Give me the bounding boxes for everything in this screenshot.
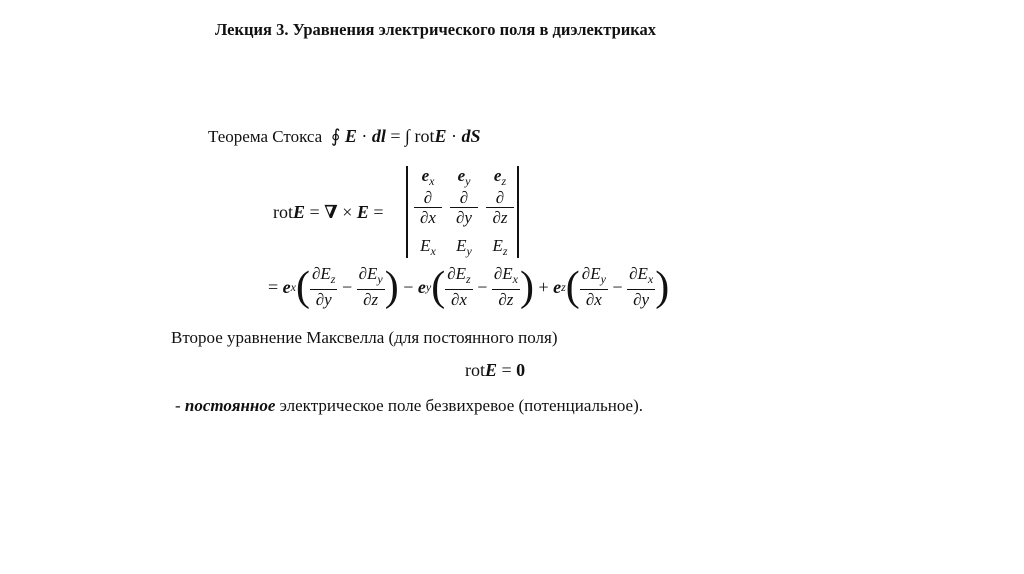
curl-expansion: = e x ( $\frac{\partial E_z}{\partial y}$ − $\frac{\partial E_y}{\partial z}$ ) − e y ( $\frac{\partial E_z}{\partial x}$ − $\frac{\partial E_x}{\partial z}$ ) + e z ( $\frac{\partial E_y}{\partial x}$ − $\frac{\partial E_x}{\partial y}$ ) [268, 264, 670, 310]
conclusion-rest: электрическое поле безвихревое (потенциальное). [275, 396, 644, 415]
conclusion-line [175, 396, 643, 416]
conclusion-emphasis: постоянное [184, 396, 276, 415]
det-Ey: $E_y$ [456, 236, 472, 258]
rot-zero-formula: rotE = 0 [465, 360, 526, 380]
stokes-formula: ∮ E · dl = ∫ rotE · dS [326, 126, 481, 146]
maxwell-text: Второе уравнение Максвелла (для постоянного поля) [171, 328, 558, 347]
det-ez: $e_z$ [493, 166, 507, 188]
rot-definition: rotE = ∇ × E = [273, 202, 384, 222]
det-Ez: $E_z$ [492, 236, 508, 258]
stokes-line [208, 126, 481, 147]
slide-title: Лекция 3. Уравнения электрического поля в диэлектриках [215, 20, 657, 39]
conclusion-dash: - [175, 396, 185, 415]
det-Ex: $E_x$ [420, 236, 436, 258]
det-dz: ∂ ∂z [480, 188, 520, 227]
det-ey: $e_y$ [457, 166, 471, 188]
stokes-label: Теорема Стокса [208, 127, 323, 146]
det-dy: ∂ ∂y [444, 188, 484, 227]
curl-determinant [400, 166, 525, 258]
det-dx: ∂ ∂x [408, 188, 448, 227]
det-ex: $e_x$ [421, 166, 435, 188]
